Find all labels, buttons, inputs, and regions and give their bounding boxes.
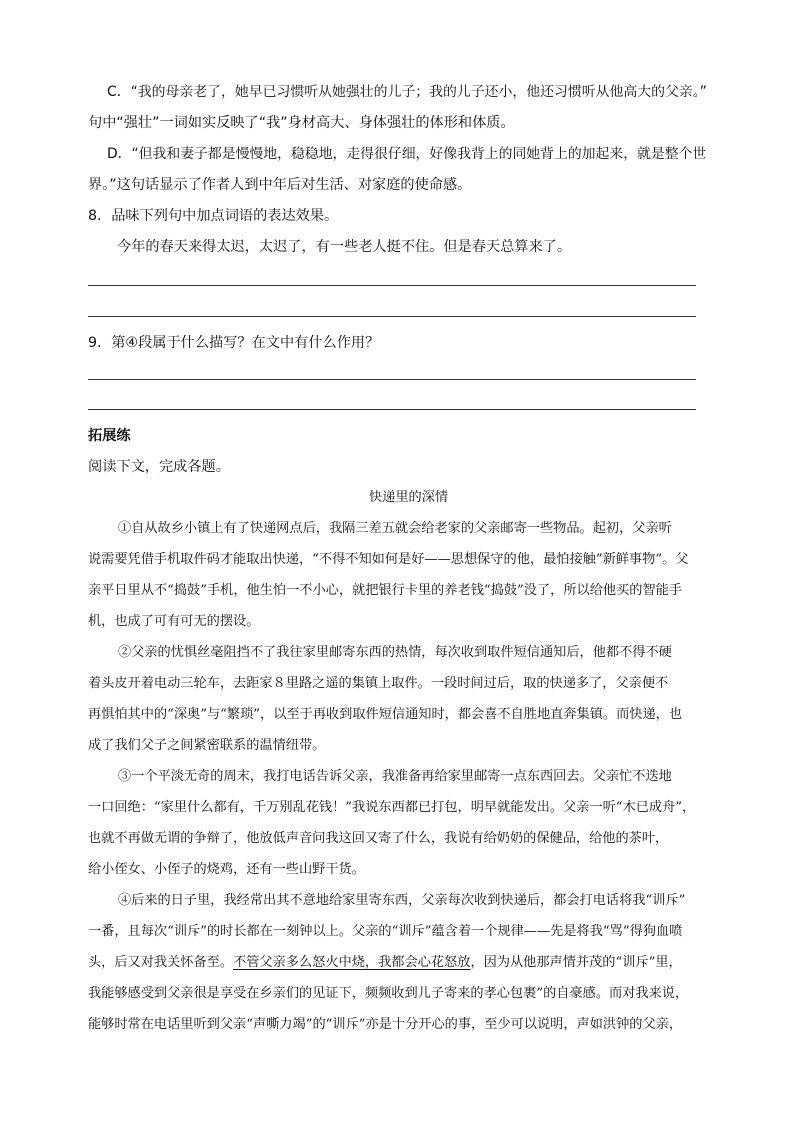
paragraph-4-line-3-end: ，因为从他那声情并茂的“训斥”里， xyxy=(470,955,682,970)
answer-line-8-1[interactable] xyxy=(88,285,696,286)
underlined-sentence: 不管父亲多么怒火中烧，我都会心花怒放 xyxy=(233,955,471,970)
paragraph-1-line-4: 机，也成了可有可无的摆设。 xyxy=(88,614,260,629)
option-d-line-2: 界。”这句话显示了作者人到中年后对生活、对家庭的使命感。 xyxy=(88,177,472,193)
option-c-line-2: 句中“强壮”一词如实反映了“我”身材高大、身体强壮的体形和体质。 xyxy=(88,115,515,131)
option-c-line-1: C．“我的母亲老了，她早已习惯听从她强壮的儿子；我的儿子还小，他还习惯听从他高大的父亲。” xyxy=(107,84,707,100)
paragraph-4-line-1: ④后来的日子里，我经常出其不意地给家里寄东西，父亲每次收到快递后，都会打电话将我“训斥” xyxy=(118,893,686,908)
option-d-line-1: D．“但我和妻子都是慢慢地，稳稳地，走得很仔细，好像我背上的同她背上的加起来，就是整个世 xyxy=(107,146,707,162)
paragraph-2-line-2: 着头皮开着电动三轮车，去距家８里路之遥的集镇上取件。一段时间过后，取的快递多了，父亲便不 xyxy=(88,676,669,691)
paragraph-4-line-2: 一番，且每次“训斥”的时长都在一刻钟以上。父亲的“训斥”蕴含着一个规律——先是将我“骂”得狗血喷 xyxy=(88,924,683,939)
extension-heading: 拓展练 xyxy=(88,428,131,444)
paragraph-4-line-3 xyxy=(88,954,682,972)
question-9: 9．第④段属于什么描写？在文中有什么作用？ xyxy=(88,335,380,351)
answer-line-9-1[interactable] xyxy=(88,379,696,380)
paragraph-4-line-5: 能够时常在电话里听到父亲“声嘶力竭”的“训斥”亦是十分开心的事，至少可以说明，声如洪钟的父亲， xyxy=(88,1017,683,1032)
extension-instruction: 阅读下文，完成各题。 xyxy=(88,459,230,475)
paragraph-4-line-4: 我能够感受到父亲很是享受在乡亲们的见证下，频频收到儿子寄来的孝心包裹”的自豪感。而对我来说， xyxy=(88,986,689,1001)
paragraph-3-line-4: 给小侄女、小侄子的烧鸡，还有一些山野干货。 xyxy=(88,862,365,877)
article-title: 快递里的深情 xyxy=(369,490,449,505)
paragraph-1-line-2: 说需要凭借手机取件码才能取出快递，“不得不知如何是好——思想保守的他，最怕接触”新鲜事物”。父 xyxy=(88,552,689,567)
answer-line-9-2[interactable] xyxy=(88,409,696,410)
answer-line-8-2[interactable] xyxy=(88,316,696,317)
paragraph-2-line-3: 再惧怕其中的“深奥”与“繁琐”，以至于再收到取件短信通知时，都会喜不自胜地直奔集镇。而快递，也 xyxy=(88,707,683,722)
question-8-quote: 今年的春天来得太迟，太迟了，有一些老人挺不住。但是春天总算来了。 xyxy=(117,239,572,255)
paragraph-4-line-3-start: 头，后又对我关怀备至。 xyxy=(88,955,234,970)
paragraph-3-line-1: ③一个平淡无奇的周末，我打电话告诉父亲，我准备再给家里邮寄一点东西回去。父亲忙不迭地 xyxy=(118,769,672,784)
paragraph-2-line-1: ②父亲的忧惧丝毫阻挡不了我往家里邮寄东西的热情，每次收到取件短信通知后，他都不得不硬 xyxy=(118,645,672,660)
paragraph-3-line-3: 也就不再做无谓的争辩了，他放低声音问我这回又寄了什么，我说有给奶奶的保健品，给他的茶叶， xyxy=(88,831,669,846)
question-8: 8．品味下列句中加点词语的表达效果。 xyxy=(88,208,339,224)
paragraph-3-line-2: 一口回绝：“家里什么都有，千万别乱花钱！”我说东西都已打包，明早就能发出。父亲一听“木已成舟”， xyxy=(88,800,696,815)
paragraph-1-line-3: 亲平日里从不“捣鼓”手机，他生怕一不小心，就把银行卡里的养老钱“捣鼓”没了，所以给他买的智能手 xyxy=(88,583,683,598)
paragraph-2-line-4: 成了我们父子之间紧密联系的温情纽带。 xyxy=(88,738,326,753)
paragraph-1-line-1: ①自从故乡小镇上有了快递网点后，我隔三差五就会给老家的父亲邮寄一些物品。起初，父亲听 xyxy=(118,521,672,536)
